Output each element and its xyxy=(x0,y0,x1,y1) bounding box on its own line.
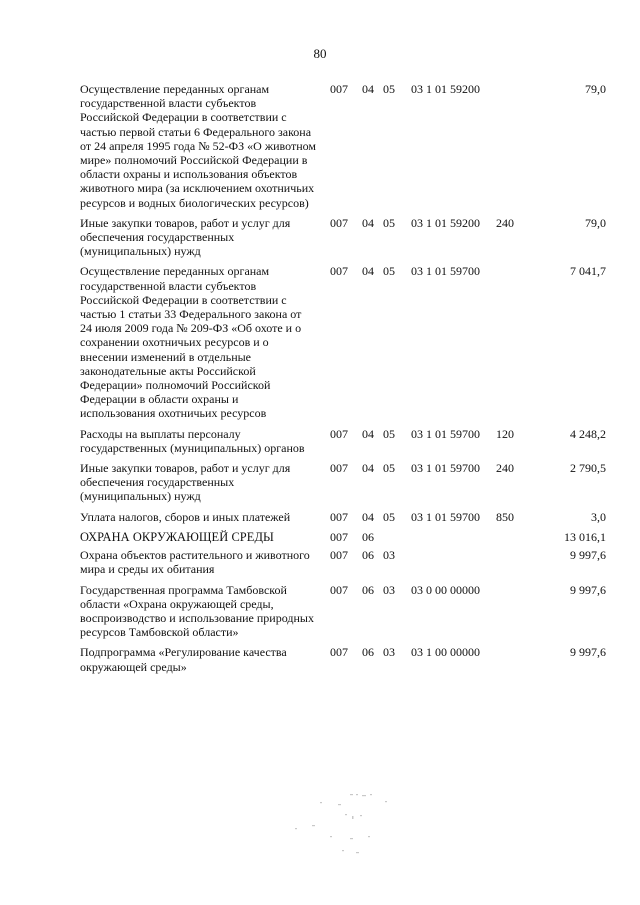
row-name: Государственная программа Тамбовской области «Охрана окружающей среды, воспроизводство и использование природных ресурсов Тамбовской области» xyxy=(80,582,314,640)
row-name: Уплата налогов, сборов и иных платежей xyxy=(80,509,291,524)
amount: 4 248,2 xyxy=(570,426,606,441)
section-code: 06 xyxy=(362,582,374,597)
target-article-code: 03 1 01 59700 xyxy=(411,509,480,524)
row-name: Охрана объектов растительного и животного мира и среды их обитания xyxy=(80,548,310,577)
row-name: Осуществление переданных органам государственной власти субъектов Российской Федерации в соответствии с частью 1 статьи 33 Федерального закона от 24 июля 2009 года № 209-ФЗ «Об охоте и о сохранении охотничьих ресурсов и о внесении изменений в отдельные законодательные акты Российской Федерации» полномочий Российской Федерации в области охраны и использования охотничьих ресурсов xyxy=(80,264,302,421)
table-row xyxy=(80,216,606,259)
amount: 3,0 xyxy=(591,509,606,524)
target-article-code: 03 1 01 59200 xyxy=(411,215,480,230)
amount: 13 016,1 xyxy=(564,529,606,544)
ministry-code: 007 xyxy=(330,645,348,660)
row-name: Иные закупки товаров, работ и услуг для обеспечения государственных (муниципальных) нужд xyxy=(80,215,291,259)
section-code: 04 xyxy=(362,82,374,96)
section-code: 04 xyxy=(362,426,374,441)
section-code: 06 xyxy=(362,645,374,660)
section-heading: ОХРАНА ОКРУЖАЮЩЕЙ СРЕДЫ xyxy=(80,529,274,544)
amount: 9 997,6 xyxy=(570,548,606,563)
ministry-code: 007 xyxy=(330,548,348,563)
expense-type-code: 120 xyxy=(496,426,514,441)
amount: 79,0 xyxy=(585,215,606,230)
table-row xyxy=(80,583,606,640)
ministry-code: 007 xyxy=(330,529,348,544)
table-row xyxy=(80,461,606,504)
section-code: 04 xyxy=(362,264,374,279)
budget-table xyxy=(80,82,606,680)
table-row xyxy=(80,530,606,544)
subsection-code: 05 xyxy=(383,426,395,441)
section-code: 04 xyxy=(362,215,374,230)
row-name: Подпрограмма «Регулирование качества окружающей среды» xyxy=(80,645,287,674)
target-article-code: 03 1 00 00000 xyxy=(411,645,480,660)
ministry-code: 007 xyxy=(330,82,348,96)
row-name: Расходы на выплаты персоналу государственных (муниципальных) органов xyxy=(80,426,305,455)
target-article-code: 03 1 01 59700 xyxy=(411,264,480,279)
subsection-code: 05 xyxy=(383,461,395,476)
subsection-code: 03 xyxy=(383,582,395,597)
amount: 9 997,6 xyxy=(570,645,606,660)
ministry-code: 007 xyxy=(330,582,348,597)
subsection-code: 05 xyxy=(383,215,395,230)
target-article-code: 03 1 01 59700 xyxy=(411,426,480,441)
target-article-code: 03 1 01 59700 xyxy=(411,461,480,476)
ministry-code: 007 xyxy=(330,426,348,441)
section-code: 04 xyxy=(362,461,374,476)
table-row xyxy=(80,82,606,210)
ministry-code: 007 xyxy=(330,509,348,524)
subsection-code: 05 xyxy=(383,82,395,96)
ministry-code: 007 xyxy=(330,264,348,279)
amount: 7 041,7 xyxy=(570,264,606,279)
ministry-code: 007 xyxy=(330,461,348,476)
amount: 9 997,6 xyxy=(570,582,606,597)
amount: 2 790,5 xyxy=(570,461,606,476)
subsection-code: 05 xyxy=(383,264,395,279)
expense-type-code: 240 xyxy=(496,461,514,476)
target-article-code: 03 0 00 00000 xyxy=(411,582,480,597)
page-number: 80 xyxy=(313,46,327,61)
table-row xyxy=(80,510,606,524)
target-article-code: 03 1 01 59200 xyxy=(411,82,480,96)
amount: 79,0 xyxy=(585,82,606,96)
table-row xyxy=(80,264,606,420)
ministry-code: 007 xyxy=(330,215,348,230)
section-code: 06 xyxy=(362,529,374,544)
section-code: 04 xyxy=(362,509,374,524)
subsection-code: 03 xyxy=(383,645,395,660)
expense-type-code: 240 xyxy=(496,215,514,230)
section-code: 06 xyxy=(362,548,374,563)
subsection-code: 05 xyxy=(383,509,395,524)
row-name: Иные закупки товаров, работ и услуг для обеспечения государственных (муниципальных) нужд xyxy=(80,461,291,504)
subsection-code: 03 xyxy=(383,548,395,563)
faint-stamp-mark xyxy=(290,792,410,862)
row-name: Осуществление переданных органам государственной власти субъектов Российской Федерации в соответствии с частью первой статьи 6 Федерального закона от 24 апреля 1995 года № 52-ФЗ «О животном мире» полномочий Российской Федерации в области охраны и использования объектов животного мира (за исключением охотничьих ресурсов и водных биологических ресурсов) xyxy=(80,82,316,210)
table-row xyxy=(80,548,606,576)
table-row xyxy=(80,427,606,455)
expense-type-code: 850 xyxy=(496,509,514,524)
table-row xyxy=(80,645,606,673)
